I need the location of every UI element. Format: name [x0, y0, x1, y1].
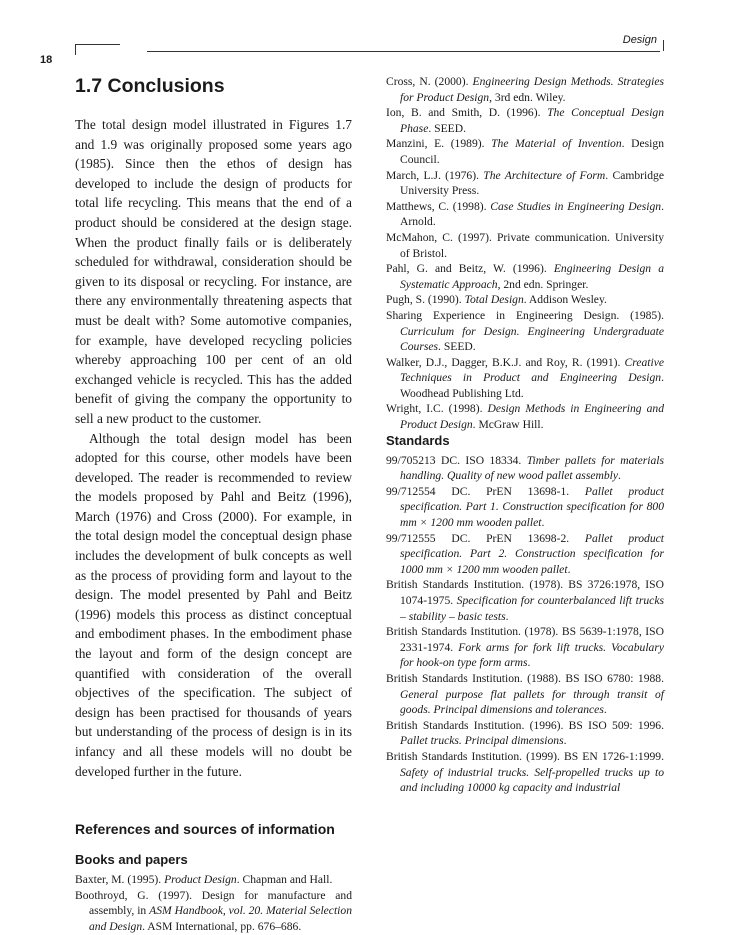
running-head: Design [622, 34, 657, 46]
reference-text: . [567, 562, 571, 576]
reference-text: British Standards Institution. (1999). BS EN 1726-1:1999. [386, 749, 664, 763]
reference-text: British Standards Institution. (1996). BS ISO 509: 1996. [386, 718, 664, 732]
reference-text: Wright, I.C. (1998). [386, 402, 488, 416]
reference-entry [386, 261, 664, 292]
standards-list [386, 453, 664, 796]
reference-entry [386, 671, 664, 718]
reference-entry [386, 484, 664, 531]
reference-text: . Chapman and Hall. [236, 873, 333, 887]
reference-title: Design Methods in Engineering and Product Design [400, 402, 664, 432]
reference-title: General purpose flat pallets for through transit of goods. Principal dimensions and tolerances [400, 687, 664, 717]
reference-title: Safety of industrial trucks. Self-propelled trucks up to and including 10000 kg capacity and industrial [400, 765, 664, 795]
reference-text: Pahl, G. and Beitz, W. (1996). [386, 262, 554, 276]
reference-text: Sharing Experience in Engineering Design. (1985). [386, 308, 664, 322]
header-rule-main [147, 51, 660, 52]
reference-entry [386, 453, 664, 484]
reference-text: Matthews, C. (1998). [386, 199, 491, 213]
references-heading: References and sources of information [75, 821, 335, 838]
reference-text: . Woodhead Publishing Ltd. [400, 371, 664, 400]
reference-text: 99/712554 DC. PrEN 13698-1. [386, 484, 585, 498]
reference-text: Ion, B. and Smith, D. (1996). [386, 106, 548, 120]
reference-entry [386, 531, 664, 578]
header-rule-left [75, 44, 120, 45]
reference-text: , 2nd edn. Springer. [497, 277, 589, 291]
reference-text: Cross, N. (2000). [386, 75, 473, 88]
reference-title: Total Design [464, 293, 524, 307]
reference-text: . [541, 516, 545, 530]
reference-title: Creative Techniques in Product and Engineering Design [400, 355, 664, 385]
header-rule-right-tick [663, 40, 664, 51]
reference-entry [386, 308, 664, 355]
reference-text: British Standards Institution. (1978). BS 5639-1:1978, ISO 2331-1974. [386, 625, 664, 654]
reference-text: . ASM International, pp. 676–686. [142, 919, 302, 933]
reference-entry [386, 718, 664, 749]
reference-text: Baxter, M. (1995). [75, 873, 165, 887]
reference-entry [386, 292, 664, 308]
reference-entry [386, 577, 664, 624]
reference-title: Product Design [164, 873, 237, 887]
reference-title: Pallet product specification. Part 1. Construction specification for 800 mm × 1200 mm wooden pallet [400, 484, 664, 530]
reference-entry [75, 888, 352, 935]
reference-text: . [505, 609, 509, 623]
reference-text: . Arnold. [400, 199, 664, 229]
reference-entry [386, 624, 664, 671]
reference-entry [75, 872, 352, 888]
reference-title: Specification for counterbalanced lift trucks – stability – basic tests [400, 594, 664, 623]
reference-text: 99/712555 DC. PrEN 13698-2. [386, 531, 585, 545]
books-list-left [75, 872, 352, 934]
header-rule-left-tick [75, 44, 76, 55]
reference-title: Case Studies in Engineering Design [490, 199, 662, 213]
reference-text: 99/705213 DC. ISO 18334. [386, 453, 527, 467]
standards-heading: Standards [386, 432, 450, 448]
reference-text: McMahon, C. (1997). Private communication. University of Bristol. [386, 230, 664, 260]
conclusions-body [75, 115, 352, 781]
reference-title: Timber pallets for materials handling. Quality of new wood pallet assembly [400, 453, 665, 483]
reference-text: . [603, 703, 607, 717]
reference-text: . [563, 734, 567, 748]
paragraph: The total design model illustrated in Figures 1.7 and 1.9 was originally proposed some years ago (1985). Since then the ethos of design has developed to include the design of products for total life recycling. This means that the end of a product should be considered at the design stage. When the product finally fails or is deliberately scheduled for withdrawal, consideration should be given to its disposal or recycling. For instance, are there any environmentally threatening aspects that must be dealt with? Some automotive companies, for example, have developed recycling policies whereby approaching 100 per cent of an old exchanged vehicle is recycled. This has the added benefit of giving the company the opportunity to sell a new product to the customer. [75, 117, 352, 426]
reference-entry [386, 168, 664, 199]
reference-text: . Cambridge University Press. [400, 168, 665, 198]
reference-title: Engineering Design Methods. Strategies for Product Design [400, 75, 664, 104]
reference-title: Pallet product specification. Part 2. Construction specification for 1000 mm × 1200 mm wooden pallet [400, 531, 664, 576]
reference-entry [386, 401, 664, 432]
reference-entry [386, 355, 664, 402]
reference-title: Curriculum for Design. Engineering Undergraduate Courses [400, 324, 664, 354]
reference-text: . SEED. [428, 121, 467, 135]
reference-text: Boothroyd, G. (1997). Design for manufacture and assembly, in [75, 888, 352, 918]
reference-title: The Conceptual Design Phase [400, 106, 665, 135]
left-column [75, 74, 352, 935]
reference-text: . McGraw Hill. [472, 418, 544, 432]
reference-title: Engineering Design a Systematic Approach [400, 262, 664, 291]
reference-text: . SEED. [438, 340, 476, 354]
reference-entry [386, 199, 664, 230]
reference-text: British Standards Institution. (1978). BS 3726:1978, ISO 1074-1975. [386, 578, 664, 607]
books-list-right [386, 74, 664, 433]
right-column [386, 74, 664, 796]
section-title: 1.7 Conclusions [75, 75, 225, 97]
reference-title: Fork arms for fork lift trucks. Vocabulary for hook-on type form arms [400, 640, 664, 670]
reference-entry [386, 136, 664, 167]
books-heading: Books and papers [75, 852, 188, 868]
reference-text: . [618, 469, 621, 483]
reference-entry [386, 230, 664, 261]
reference-text: , 3rd edn. Wiley. [489, 90, 566, 104]
reference-text: Manzini, E. (1989). [386, 137, 492, 151]
reference-entry [386, 74, 664, 105]
page-number: 18 [40, 54, 53, 66]
reference-entry [386, 749, 664, 796]
reference-text: . Addison Wesley. [523, 293, 607, 307]
reference-title: The Material of Invention [491, 137, 622, 151]
reference-text: British Standards Institution. (1988). BS ISO 6780: 1988. [386, 671, 664, 685]
reference-text: March, L.J. (1976). [386, 168, 484, 182]
reference-text: . [527, 656, 531, 670]
paragraph: Although the total design model has been adopted for this course, other models have been developed. The reader is recommended to review the models proposed by Pahl and Beitz (1996), March (1976) and Cross (2000). For example, in the total design model the conceptual design phase includes the development of bulk concepts as well as the process of providing form and layout to the design. The model presented by Pahl and Beitz (1996) models this process as distinct conceptual and embodiment phases. In the embodiment phase the layout and form of the design concept are quantified with consideration of the overall objectives of the specification. The subject of design has been practised for thousands of years but understanding of the process of design is in its infancy and all these models will no doubt be developed further in the future. [75, 430, 352, 779]
reference-text: . Design Council. [400, 137, 664, 166]
reference-entry [386, 105, 664, 136]
reference-text: Walker, D.J., Dagger, B.K.J. and Roy, R. (1991). [386, 355, 625, 369]
reference-title: Pallet trucks. Principal dimensions [400, 734, 564, 748]
reference-text: Pugh, S. (1990). [386, 293, 465, 307]
reference-title: The Architecture of Form [483, 168, 606, 182]
reference-title: ASM Handbook, vol. 20. Material Selection and Design [89, 904, 352, 933]
